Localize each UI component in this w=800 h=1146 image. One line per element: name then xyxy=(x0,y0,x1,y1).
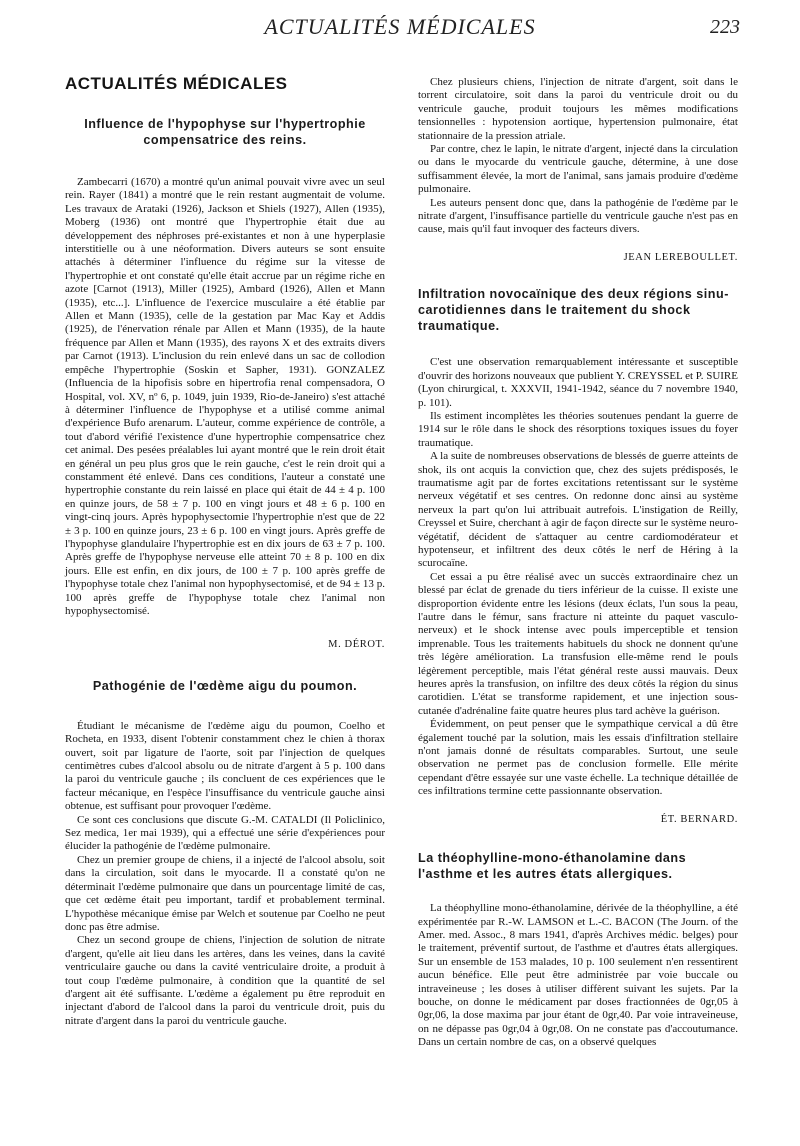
article-paragraph: Ils estiment incomplètes les théories soutenues pendant la guerre de 1914 sur le rôle dans le shock des résorptions toxiques issues du foyer traumatique. xyxy=(418,409,738,449)
article-paragraph: Chez un premier groupe de chiens, il a injecté de l'alcool absolu, soit dans la circulation, soit dans le myocarde. Il a constaté qu'on ne déterminait l'œdème pulmonaire que dans un pourcentage limité de cas, que cet œdème était peu important, tardif et probablement terminal. L'hypothèse mécanique émise par Welch et soutenue par Coelho ne peut donc pas être admise. xyxy=(65,853,385,933)
article-paragraph: Évidemment, on peut penser que le sympathique cervical a dû être également touché par la solution, mais les essais d'infiltration stellaire n'ont jamais donné de résultats comparables. Surtout, une seule observation ne permet pas de conclusion formelle. Elle mérite cependant d'être essayée sur une vaste échelle. La technique détaillée de ces infiltrations termine cette passionnante observation. xyxy=(418,718,738,798)
article-signature: ÉT. BERNARD. xyxy=(660,813,738,825)
section-title: ACTUALITÉS MÉDICALES xyxy=(65,74,288,93)
article-title-theophylline: La théophylline-mono-éthanolamine dans l'asthme et les autres états allergiques. xyxy=(418,851,687,882)
article-paragraph: Chez plusieurs chiens, l'injection de nitrate d'argent, soit dans le torrent circulatoire, soit dans la paroi du ventricule droit ou du ventricule gauche, produit toujours les mêmes modifications tensionnelles : hypotension aortique, hypertension pulmonaire, état stationnaire de la pression atriale. xyxy=(418,76,738,142)
article-signature: JEAN LEREBOULLET. xyxy=(623,251,738,263)
article-paragraph: A la suite de nombreuses observations de blessés de guerre atteints de shok, ils ont acquis la conviction que, chez des sujets prédisposés, le traumatisme agit par de fortes excitations retentissant sur le système nerveux végétatif et ses centres. On redonne donc ainsi au système nerveux la part qu'on lui attribuait autrefois. L'instigation de Reilly, Creyssel et Suire, cherchant à agir de façon directe sur le système neuro-végétatif, décident de s'attaquer au centre cardiomodérateur et hypotenseur, et infiltrent des deux côtés le nerf de Héring à la scurocaïne. xyxy=(418,450,738,570)
right-column xyxy=(418,76,738,1050)
article-paragraph: Cet essai a pu être réalisé avec un succès extraordinaire chez un blessé par éclat de grenade du tiers inférieur de la cuisse. Il existe une disproportion évidente entre les lésions (deux éclats, l'un sous la peau, l'autre dans le fémur, sans fracture ni atteinte du paquet vasculo-nerveux) et le shock intense avec pouls imperceptible et tension imprenable. Tous les traitements habituels du shock ne donnent qu'une très légère amélioration. La transfusion elle-même rend le pouls légèrement perceptible, mais l'état général reste aussi mauvais. Deux heures après la transfusion, on infiltre des deux côtés la région du sinus carotidien. L'état se transforme rapidement, et une injection sous-cutanée d'adrénaline faite quatre heures plus tard achève la guérison. xyxy=(418,570,738,717)
article-paragraph: La théophylline mono-éthanolamine, dérivée de la théophylline, a été expérimentée par R.-W. LAMSON et L.-C. BACON (The Journ. of the Amer. med. Assoc., 8 mars 1941, d'après Archives médic. belges) pour le traitement, préventif surtout, de l'asthme et d'autres états allergiques. Sur un ensemble de 153 malades, 10 p. 100 seulement n'en ressentirent aucun bénéfice. Elle peut être administrée par voie buccale ou intraveineuse ; les doses à utiliser diffèrent suivant les sujets. Par la bouche, on donne le médicament par doses fractionnées de 0gr,05 à 0gr,06, la dose maxima par jour étant de 0gr,40. Par voie intraveineuse, on ne dépasse pas 0gr,04 à 0gr,08. On ne constate pas d'accoutumance. Dans un certain nombre de cas, on a observé quelques xyxy=(418,902,738,1049)
article-paragraph: Par contre, chez le lapin, le nitrate d'argent, injecté dans la circulation ou dans le myocarde du ventricule gauche, détermine, à une dose suffisamment élevée, la mort de l'animal, sans jamais produire d'œdème pulmonaire. xyxy=(418,143,738,196)
article-paragraph: Chez un second groupe de chiens, l'injection de solution de nitrate d'argent, qu'elle ait lieu dans les artères, dans les veines, dans la cavité ventriculaire gauche ou dans la cavité ventriculaire droite, a produit à tout coup l'œdème pulmonaire, à condition que la quantité de sel d'argent ait été suffisante. L'œdème a également pu être reproduit en injectant d'abord de l'alcool dans la paroi du ventricule droit, puis du nitrate d'argent dans la paroi du ventricule gauche. xyxy=(65,934,385,1027)
article-paragraph: Zambecarri (1670) a montré qu'un animal pouvait vivre avec un seul rein. Rayer (1841) a montré que le rein restant augmentait de volume. Les travaux de Arataki (1926), Jackson et Shiels (1927), Allen (1935), Moberg (1936) ont montré que l'hypertrophie était due au développement des néphroses pré-existantes et non à une hyperplasie interstitielle ou à une néoformation. Divers auteurs se sont ensuite attachés à déterminer l'influence du régime sur la vitesse de l'hypertrophie et ont constaté qu'elle était accrue par un régime riche en azote [Carnot (1913), Miller (1925), Ambard (1926), Allen et Mann (1935), etc...]. L'influence de l'exercice musculaire a été établie par Allen et Mann (1935), celle de la gestation par Mac Kay et Addis (1925), de l'énervation rénale par Allen et Mann (1935), de la haute fréquence par Allen et Mann (1935), des rayons X et des extraits divers par Carnot (1913). L'inclusion du rein enlevé dans un sac de collodion empêche l'hypertrophie (Soskin et Sapher, 1931). GONZALEZ (Influencia de la hipofisis sobre en hipertrofia renal compensadora, O Hospital, vol. XV, nº 6, p. 1049, juin 1939, Rio-de-Janeiro) s'est attaché à déterminer l'influence de l'hypophyse et a utilisé comme animal d'expérience Bufo arenarum. L'auteur, comme expérience de contrôle, a tout d'abord vérifié l'existence d'une hypertrophie compensatrice chez cet animal. Des pesées préalables lui ayant montré que le rein droit était en général un peu plus gros que le rein gauche, c'est le rein droit qui a constamment été enlevé. Dans ces conditions, l'auteur a constaté une hypertrophie constante du rein laissé en place qui était de 44 ± 4 p. 100 en quinze jours, de 58 ± 7 p. 100 en vingt jours et 48 ± 6 p. 100 en vingt-cinq jours. Après hypophysectomie l'hypertrophie n'est que de 22 ± 3 p. 100 en quinze jours, 23 ± 6 p. 100 en vingt jours. Après greffe de l'hypophyse glandulaire l'hypertrophie est en dix jours de 63 ± 7 p. 100. Après greffe de l'hypophyse nerveuse elle atteint 70 ± 8 p. 100 en dix jours. Elle est enfin, en dix jours, de 100 ± 7 p. 100 après greffe de l'hypophyse totale chez l'animal non hypophysectomisé, et de 94 ± 13 p. 100 après greffe de l'hypophyse totale chez l'animal non hypophysectomisé. xyxy=(65,176,385,617)
article-paragraph: Les auteurs pensent donc que, dans la pathogénie de l'œdème par le nitrate d'argent, l'insuffisance partielle du ventricule gauche n'est pas en cause, mais qu'il faut invoquer des facteurs divers. xyxy=(418,196,738,236)
article-paragraph: C'est une observation remarquablement intéressante et susceptible d'ouvrir des horizons nouveaux que publient Y. CREYSSEL et P. SUIRE (Lyon chirurgical, t. XXXVII, 1941-1942, séance du 7 novembre 1940, p. 101). xyxy=(418,356,738,409)
article-title-hypophyse: Influence de l'hypophyse sur l'hypertrophie compensatrice des reins. xyxy=(84,117,366,147)
article-paragraph: Étudiant le mécanisme de l'œdème aigu du poumon, Coelho et Rocheta, en 1933, disent l'obtenir constamment chez le chien à thorax ouvert, soit par ligature de l'aorte, soit par l'injection de quelques centimètres cubes d'alcool absolu ou de nitrate d'argent à 5 p. 100 dans la paroi du ventricule gauche ; ils concluent de ces expériences que le facteur mécanique, en l'espèce l'insuffisance du ventricule gauche ainsi obtenue, est suffisant pour provoquer l'œdème. xyxy=(65,719,385,813)
left-column xyxy=(65,70,385,1028)
running-title: ACTUALITÉS MÉDICALES xyxy=(264,14,536,39)
running-header xyxy=(60,14,740,44)
article-title-oedeme: Pathogénie de l'œdème aigu du poumon. xyxy=(92,678,358,693)
article-title-infiltration: Infiltration novocaïnique des deux régions sinu-carotidiennes dans le traitement du shock traumatique. xyxy=(418,287,729,334)
article-signature: M. DÉROT. xyxy=(328,639,385,651)
article-paragraph: Ce sont ces conclusions que discute G.-M. CATALDI (Il Policlinico, Sez medica, 1er mai 1939), qui a effectué une série d'expériences pour élucider la pathogénie de l'œdème pulmonaire. xyxy=(65,813,385,853)
page-number: 223 xyxy=(710,16,740,38)
